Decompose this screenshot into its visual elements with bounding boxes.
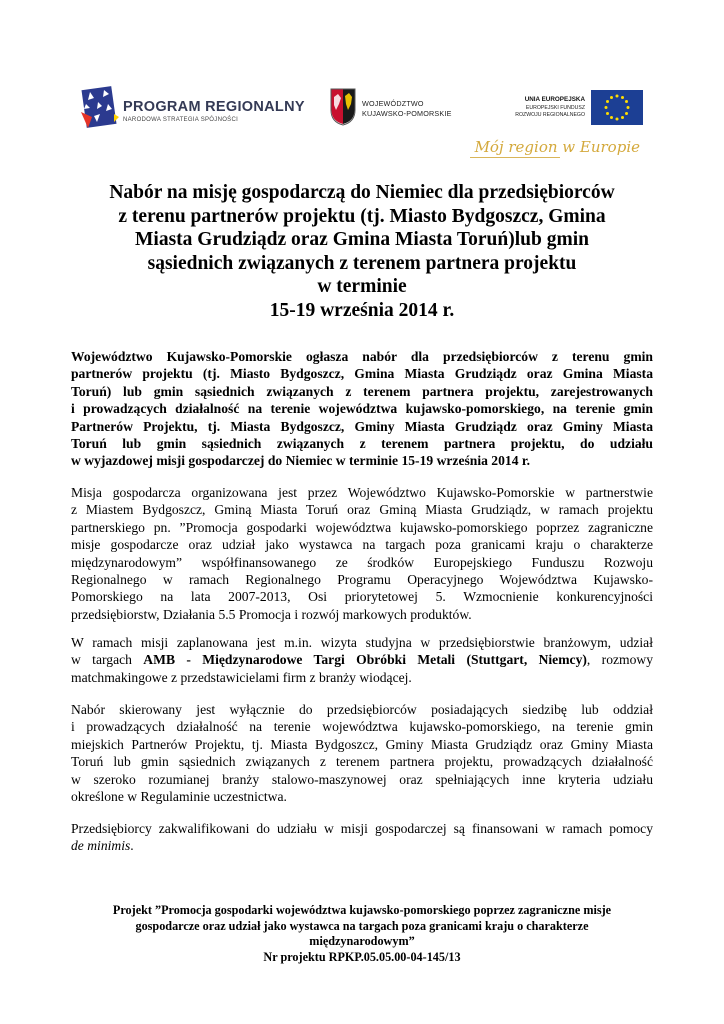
- title-line: sąsiednich związanych z terenem partnera projektu: [147, 252, 577, 274]
- text-line: W ramach misji zaplanowana jest m.in. wizyta studyjna w przedsiębiorstwie branżowym, udział: [71, 635, 653, 650]
- wojewodztwo-name: KUJAWSKO-POMORSKIE: [362, 109, 452, 118]
- text-line: misje gospodarcze oraz udział jako wystawca na targach poza granicami kraju o charakterze: [71, 537, 653, 553]
- de-minimis-term: de minimis: [71, 838, 131, 854]
- text-line: partnerów projektu (tj. Miasto Bydgoszcz, Gmina Miasta Grudziądz oraz Gmina Miasta: [71, 366, 653, 382]
- intro-paragraph: [71, 348, 653, 470]
- text-line: Województwo Kujawsko-Pomorskie ogłasza nabór dla przedsiębiorców z terenu gmin: [71, 349, 653, 364]
- text-line: określone w Regulaminie uczestnictwa.: [71, 788, 287, 804]
- mission-program-paragraph: [71, 634, 653, 686]
- trade-fair-name: AMB - Międzynarodowe Targi Obróbki Metali (Stuttgart, Niemcy): [143, 652, 587, 668]
- text-line: Misja gospodarcza organizowana jest przez Województwo Kujawsko-Pomorskie w partnerstwie: [71, 485, 653, 500]
- text-line: partnerskiego pn. ”Promocja gospodarki województwa kujawsko-pomorskiego poprzez zagraniczne: [71, 519, 653, 535]
- text-line: międzynarodowym” współfinansowanego ze środków Europejskiego Funduszu Rozwoju: [71, 554, 653, 570]
- text-line: w wyjazdowej misji gospodarczej do Niemiec w terminie 15-19 września 2014 r.: [71, 453, 531, 469]
- text-line: Toruń) lub gmin sąsiednich związanych z terenem partnera projektu, zarejestrowanych: [71, 383, 653, 399]
- text-segment: w targach: [71, 652, 144, 668]
- title-line: 15-19 września 2014 r.: [269, 299, 455, 321]
- wojewodztwo-label: WOJEWÓDZTWO: [362, 99, 424, 108]
- footer-line: międzynarodowym”: [309, 934, 415, 949]
- text-line: Przedsiębiorcy zakwalifikowani do udziału w misji gospodarczej są finansowani w ramach pomocy: [71, 821, 653, 836]
- eu-logo: [503, 90, 643, 126]
- tagline: Mój region w Europie: [474, 138, 640, 156]
- text-line: Toruń lub gmin sąsiednich związanych z terenem partnera projektu, do udziału: [71, 435, 653, 451]
- wojewodztwo-logo: [330, 88, 470, 128]
- text-line: przedsiębiorstw, Działania 5.5 Promocja i rozwój markowych produktów.: [71, 606, 472, 622]
- project-number: Nr projektu RPKP.05.05.00-04-145/13: [263, 949, 461, 964]
- coat-of-arms-icon: [330, 88, 356, 126]
- funding-paragraph: [71, 820, 653, 855]
- document-title: [60, 181, 664, 323]
- text-line: Nabór skierowany jest wyłącznie do przedsiębiorców posiadających siedzibę lub oddział: [71, 702, 653, 717]
- program-regionalny-title: PROGRAM REGIONALNY: [123, 99, 305, 115]
- text-line: matchmakingowe z przedstawicielami firm z branży wiodącej.: [71, 669, 412, 685]
- text-line: [71, 651, 653, 668]
- footer-line: Projekt ”Promocja gospodarki województwa kujawsko-pomorskiego poprzez zagraniczne misje: [112, 903, 612, 917]
- project-footer: [60, 903, 664, 965]
- tagline-divider: [470, 157, 560, 158]
- program-regionalny-subtitle: NARODOWA STRATEGIA SPÓJNOŚCI: [123, 117, 239, 123]
- eu-flag-icon: [591, 90, 643, 125]
- text-segment: , rozmowy: [586, 652, 654, 668]
- eu-fund-line2: ROZWOJU REGIONALNEGO: [515, 112, 585, 118]
- text-line: Toruń lub gmin sąsiednich związanych z terenem partnera projektu, prowadzących działalność: [71, 754, 653, 770]
- text-line: i prowadzących działalność na terenie województwa kujawsko-pomorskiego, na terenie gmin: [71, 401, 653, 417]
- text-line: [71, 837, 653, 854]
- text-line: Regionalnego w ramach Regionalnego Programu Operacyjnego Województwa Kujawsko-: [71, 571, 653, 587]
- mission-description-paragraph: [71, 484, 653, 623]
- text-line: z Miastem Bydgoszcz, Gminą Miasta Toruń oraz Gminą Miasta Grudziądz, w ramach projektu: [71, 502, 653, 518]
- footer-line: gospodarcze oraz udział jako wystawca na targach poza granicami kraju o charakterze: [135, 918, 589, 933]
- text-line: miejskich Partnerów Projektu, tj. Miasta Bydgoszcz, Gminy Miasta Grudziądz oraz Gminy Miasta: [71, 736, 653, 752]
- title-line: Miasta Grudziądz oraz Gmina Miasta Toruń)lub gmin: [135, 229, 589, 251]
- program-regionalny-logo: [78, 84, 308, 130]
- text-line: Partnerów Projektu, tj. Miasta Bydgoszcz, Gminy Miasta Grudziądz oraz Gminy Miasta: [71, 418, 653, 434]
- tagline-row: [470, 135, 650, 165]
- text-line: Pomorskiego na lata 2007-2013, Osi priorytetowej 5. Wzmocnienie konkurencyjności: [71, 589, 653, 605]
- eligibility-paragraph: [71, 701, 653, 805]
- text-segment: .: [130, 838, 134, 854]
- title-line: z terenu partnerów projektu (tj. Miasto Bydgoszcz, Gmina: [118, 205, 606, 227]
- document-header: [0, 0, 724, 170]
- program-regionalny-mark-icon: [78, 84, 120, 130]
- eu-fund-line1: EUROPEJSKI FUNDUSZ: [525, 105, 585, 111]
- text-line: w szeroko rozumianej branży stalowo-maszynowej oraz spełniających inne kryteria udziału: [71, 771, 653, 787]
- title-line: Nabór na misję gospodarczą do Niemiec dla przedsiębiorców: [109, 182, 615, 203]
- title-line: w terminie: [317, 276, 407, 298]
- text-line: i prowadzących działalność na terenie województwa kujawsko-pomorskiego, na terenie gmin: [71, 719, 653, 735]
- eu-title: UNIA EUROPEJSKA: [524, 96, 585, 103]
